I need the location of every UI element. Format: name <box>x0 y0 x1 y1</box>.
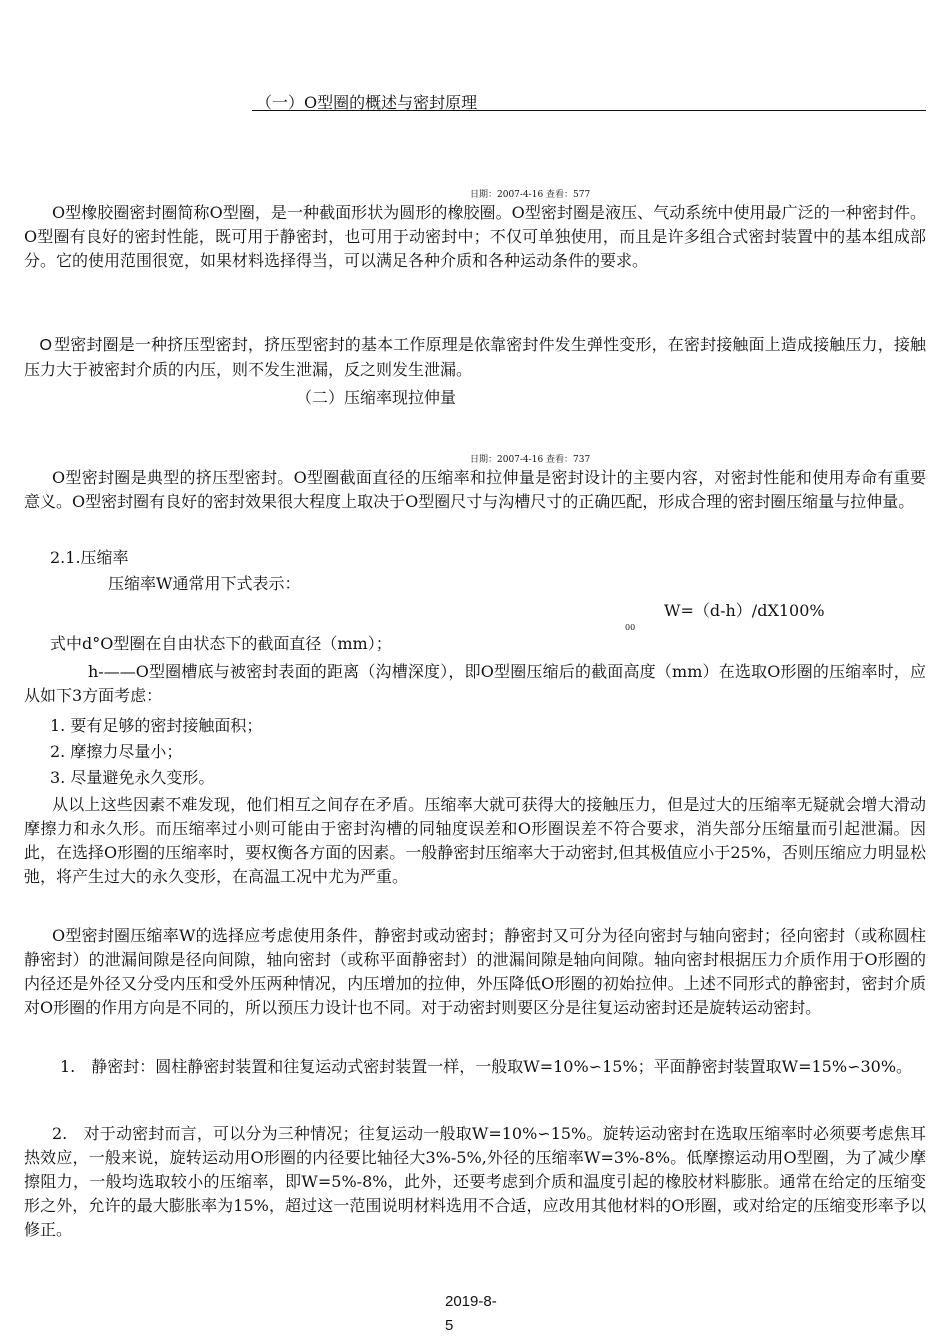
footer-date: 2019-8- 5 <box>445 1293 497 1334</box>
paragraph-selection: O型密封圈压缩率W的选择应考虑使用条件，静密封或动密封；静密封又可分为径向密封与轴向密封；径向密封（或称圆柱静密封）的泄漏间隙是径向间隙，轴向密封（或称平面静密封）的泄漏间隙是轴向间隙。轴向密封根据压力介质作用于O形圈的内径还是外径又分受内压和受外压两种情况，内压增加的拉伸，外压降低O形圈的初始拉伸。上述不同形式的静密封，密封介质对O形圈的作用方向是不同的，所以预压力设计也不同。对于动密封则要区分是往复运动密封还是旋转运动密封。 <box>24 926 926 1017</box>
formula-intro: 压缩率W通常用下式表示： <box>108 574 301 593</box>
section-title-compression: （二）压缩率现拉伸量 <box>296 388 457 407</box>
list-item: 1. 要有足够的密封接触面积； <box>50 716 263 735</box>
paragraph-principle: O 型密封圈是一种挤压型密封，挤压型密封的基本工作原理是依靠密封件发生弹性变形，在密封接触面上造成接触压力，接触压力大于被密封介质的内压，则不发生泄漏，反之则发生泄漏。 <box>24 335 926 379</box>
paragraph-static-seal: 1. 静密封：圆柱静密封装置和往复运动式密封装置一样，一般取W=10%∽15%；平面静密封装置取W=15%∽30%。 <box>60 1057 913 1076</box>
title-underline <box>252 110 926 111</box>
paragraph-dynamic-seal: 2. 对于动密封而言，可以分为三种情况；往复运动一般取W=10%∽15%。旋转运动密封在选取压缩率时必须要考虑焦耳热效应，一般来说，旋转运动用O形圈的内径要比轴径大3%-5%,外径的压缩率W=3%-8%。低摩擦运动用O型圈，为了减少摩擦阻力，一般均选取较小的压缩率，即W=5%-8%，此外，还要考虑到介质和温度引起的橡胶材料膨胀。通常在给定的压缩变形之外，允许的最大膨胀率为15%，超过这一范围说明材料选用不合适，应改用其他材料的O形圈，或对给定的压缩变形率予以修正。 <box>24 1124 926 1239</box>
formula-where-d: 式中d°O型圈在自由状态下的截面直径（mm）； <box>50 634 392 653</box>
formula: W=（d-h）/dX100% <box>664 601 825 620</box>
formula-where-h: h-——O型圈槽底与被密封表面的距离（沟槽深度），即O型圈压缩后的截面高度（mm）在选取O形圈的压缩率时，应从如下3方面考虑： <box>24 662 926 705</box>
paragraph-tradeoff: 从以上这些因素不难发现，他们相互之间存在矛盾。压缩率大就可获得大的接触压力，但是过大的压缩率无疑就会增大滑动摩擦力和永久形。而压缩率过小则可能由于密封沟槽的同轴度误差和O形圈误差不符合要求，消失部分压缩量而引起泄漏。因此，在选择O形圈的压缩率时，要权衡各方面的因素。一般静密封压缩率大于动密封,但其极值应小于25%，否则压缩应力明显松弛，将产生过大的永久变形，在高温工况中尤为严重。 <box>24 795 926 886</box>
section-title-overview: （一）O型圈的概述与密封原理 <box>256 93 478 112</box>
list-item: 3. 尽量避免永久变形。 <box>50 768 215 787</box>
article-meta: 日期：2007-4-16 查看：577 <box>470 190 591 200</box>
subheading-compression-rate: 2.1.压缩率 <box>50 548 129 567</box>
list-item: 2. 摩擦力尽量小； <box>50 742 183 761</box>
formula-subscript: 00 <box>625 623 636 632</box>
paragraph-intro: O型密封圈是典型的挤压型密封。O型圈截面直径的压缩率和拉伸量是密封设计的主要内容，对密封性能和使用寿命有重要意义。O型密封圈有良好的密封效果很大程度上取决于O型圈尺寸与沟槽尺寸的正确匹配，形成合理的密封圈压缩量与拉伸量。 <box>24 468 926 511</box>
article-meta: 日期：2007-4-16 查看：737 <box>470 455 591 465</box>
paragraph-lead-letter: O <box>39 337 52 354</box>
paragraph-overview: O型橡胶圈密封圈简称O型圈，是一种截面形状为圆形的橡胶圈。O型密封圈是液压、气动系统中使用最广泛的一种密封件。O型圈有良好的密封性能，既可用于静密封，也可用于动密封中；不仅可单独使用，而且是许多组合式密封装置中的基本组成部分。它的使用范围很宽，如果材料选择得当，可以满足各种介质和各种运动条件的要求。 <box>24 203 926 270</box>
